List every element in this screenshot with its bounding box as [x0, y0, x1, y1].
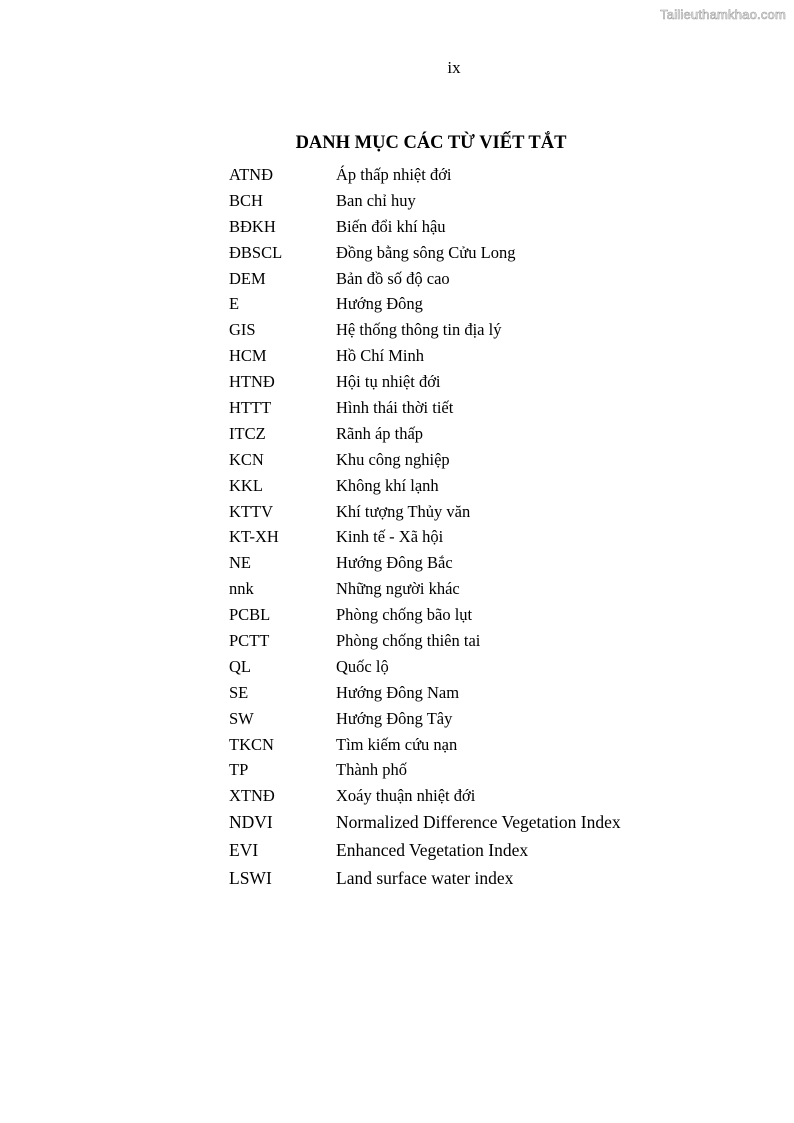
abbreviation: EVI [229, 840, 259, 861]
abbreviation-meaning: Thành phố [336, 760, 408, 780]
abbreviation: KT-XH [229, 527, 279, 547]
list-item [229, 240, 729, 266]
abbreviation-meaning: Hướng Đông Bắc [336, 553, 453, 573]
list-item [229, 757, 729, 783]
list-item [229, 628, 729, 654]
abbreviation-meaning: Bản đồ số độ cao [336, 268, 450, 288]
list-item [229, 317, 729, 343]
abbreviation-meaning: Không khí lạnh [336, 475, 439, 495]
abbreviation: BĐKH [229, 216, 276, 236]
abbreviation: HTTT [229, 398, 272, 418]
list-item [229, 447, 729, 473]
abbreviation: GIS [229, 320, 256, 340]
abbreviation: KTTV [229, 501, 273, 521]
abbreviation-meaning: Hướng Đông Tây [336, 708, 453, 728]
list-item [229, 266, 729, 292]
list-item [229, 162, 729, 188]
abbreviation-meaning: Enhanced Vegetation Index [336, 840, 529, 861]
list-item [229, 654, 729, 680]
abbreviation-meaning: Hướng Đông [336, 294, 423, 314]
list-item [229, 865, 729, 893]
abbreviation: HCM [229, 346, 267, 366]
abbreviation: SW [229, 708, 254, 728]
abbreviation: TP [229, 760, 249, 780]
list-item [229, 421, 729, 447]
abbreviation: nnk [229, 579, 254, 599]
abbreviation-meaning: Rãnh áp thấp [336, 423, 424, 443]
abbreviation-meaning: Quốc lộ [336, 656, 389, 676]
abbreviation-meaning: Land surface water index [336, 867, 514, 888]
list-item [229, 809, 729, 837]
list-item [229, 576, 729, 602]
abbreviation-list [229, 162, 729, 893]
abbreviation-meaning: Normalized Difference Vegetation Index [336, 812, 621, 833]
list-item [229, 473, 729, 499]
abbreviation: PCBL [229, 605, 271, 625]
list-item [229, 499, 729, 525]
abbreviation-meaning: Kinh tế - Xã hội [336, 527, 444, 547]
abbreviation-meaning: Áp thấp nhiệt đới [336, 165, 452, 184]
abbreviation: SE [229, 682, 249, 702]
abbreviation-meaning: Hồ Chí Minh [336, 346, 425, 366]
list-item [229, 343, 729, 369]
list-item [229, 550, 729, 576]
abbreviation: KCN [229, 449, 264, 469]
abbreviation-meaning: Phòng chống thiên tai [336, 631, 481, 651]
abbreviation: KKL [229, 475, 263, 495]
abbreviation: XTNĐ [229, 786, 275, 806]
list-item [229, 680, 729, 706]
abbreviation: DEM [229, 268, 266, 288]
abbreviation: E [229, 294, 240, 314]
abbreviation: ATNĐ [229, 165, 273, 184]
list-item [229, 395, 729, 421]
abbreviation-meaning: Phòng chống bão lụt [336, 605, 473, 625]
abbreviation-meaning: Hội tụ nhiệt đới [336, 372, 441, 392]
list-item [229, 369, 729, 395]
abbreviation-meaning: Hệ thống thông tin địa lý [336, 320, 502, 340]
abbreviation: PCTT [229, 631, 270, 651]
list-item [229, 837, 729, 865]
abbreviation-meaning: Đồng bằng sông Cửu Long [336, 242, 516, 262]
abbreviation-meaning: Biến đổi khí hậu [336, 216, 446, 236]
list-item [229, 706, 729, 732]
abbreviation-meaning: Những người khác [336, 579, 460, 599]
abbreviation: HTNĐ [229, 372, 275, 392]
abbreviation: ITCZ [229, 423, 266, 443]
abbreviation: LSWI [229, 867, 272, 888]
abbreviation: ĐBSCL [229, 242, 283, 262]
abbreviation-meaning: Ban chỉ huy [336, 190, 416, 210]
abbreviation-meaning: Khu công nghiệp [336, 449, 450, 469]
list-item [229, 214, 729, 240]
abbreviation: QL [229, 656, 251, 676]
list-item [229, 602, 729, 628]
abbreviation-meaning: Tìm kiếm cứu nạn [336, 734, 458, 754]
page-number: ix [447, 58, 461, 77]
abbreviation: NDVI [229, 812, 273, 833]
abbreviation: TKCN [229, 734, 274, 754]
abbreviation: NE [229, 553, 251, 573]
abbreviation-meaning: Xoáy thuận nhiệt đới [336, 786, 476, 806]
abbreviation-meaning: Khí tượng Thủy văn [336, 501, 471, 521]
list-item [229, 783, 729, 809]
abbreviation-meaning: Hình thái thời tiết [336, 398, 454, 418]
list-item [229, 291, 729, 317]
list-item [229, 732, 729, 758]
list-item [229, 188, 729, 214]
page-title: DANH MỤC CÁC TỪ VIẾT TẮT [295, 133, 567, 153]
watermark: Tailieuthamkhao.com [660, 7, 786, 22]
list-item [229, 524, 729, 550]
abbreviation-meaning: Hướng Đông Nam [336, 682, 460, 702]
abbreviation: BCH [229, 190, 263, 210]
